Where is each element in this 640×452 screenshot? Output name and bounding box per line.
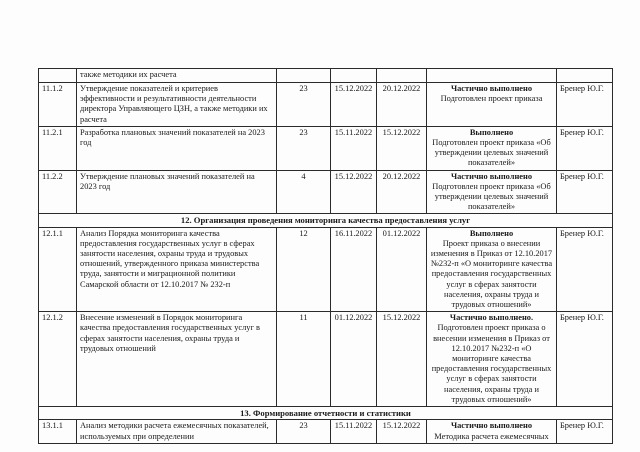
end-date-cell: [377, 69, 427, 83]
start-date-cell: 01.12.2022: [331, 312, 377, 407]
status-text: Выполнено: [469, 127, 514, 137]
row-number: 11.2.1: [39, 126, 77, 170]
row-number: 11.1.2: [39, 83, 77, 127]
start-date-cell: 15.12.2022: [331, 83, 377, 127]
status-cell: [427, 170, 557, 214]
end-date-cell: 15.12.2022: [377, 420, 427, 444]
row-number: 13.1.1: [39, 420, 77, 444]
days-cell: [277, 69, 331, 83]
status-cell: [427, 420, 557, 444]
status-note: Подготовлен проект приказа «Об утверждении целевых значений показателей»: [432, 138, 551, 168]
table-row: [39, 312, 613, 407]
responsible-cell: Бренер Ю.Г.: [557, 83, 613, 127]
responsible-cell: Бренер Ю.Г.: [557, 420, 613, 444]
responsible-cell: Бренер Ю.Г.: [557, 312, 613, 407]
row-number: 12.1.1: [39, 227, 77, 312]
status-note: Подготовлен проект приказа «Об утверждении целевых значений показателей»: [432, 181, 551, 212]
end-date-cell: 15.12.2022: [377, 126, 427, 170]
task-cell: Разработка плановых значений показателей на 2023 год: [77, 126, 277, 170]
days-cell: 23: [277, 83, 331, 127]
section-header-row: [39, 214, 613, 227]
start-date-cell: 16.11.2022: [331, 227, 377, 312]
table-row: [39, 170, 613, 214]
status-cell: [427, 227, 557, 312]
row-number: 11.2.2: [39, 170, 77, 214]
days-cell: 11: [277, 312, 331, 407]
status-text: Выполнено: [469, 228, 514, 238]
table-row: [39, 69, 613, 83]
responsible-cell: Бренер Ю.Г.: [557, 170, 613, 214]
row-number: 12.1.2: [39, 312, 77, 407]
section-header-row: [39, 407, 613, 420]
end-date-cell: 15.12.2022: [377, 312, 427, 407]
status-cell: [427, 83, 557, 127]
task-cell: также методики их расчета: [77, 69, 277, 83]
responsible-cell: [557, 69, 613, 83]
table-row: [39, 83, 613, 127]
section-title: 12. Организация проведения мониторинга качества предоставления услуг: [39, 214, 613, 227]
status-cell: [427, 126, 557, 170]
end-date-cell: 01.12.2022: [377, 227, 427, 312]
table-row: [39, 126, 613, 170]
start-date-cell: 15.12.2022: [331, 170, 377, 214]
responsible-cell: Бренер Ю.Г.: [557, 126, 613, 170]
start-date-cell: 15.11.2022: [331, 126, 377, 170]
plan-table: [38, 68, 613, 444]
status-text: Частично выполнено: [450, 171, 533, 181]
status-note: Подготовлен проект приказа: [440, 94, 543, 104]
start-date-cell: 15.11.2022: [331, 420, 377, 444]
status-text: Частично выполнено: [450, 421, 533, 431]
row-number: [39, 69, 77, 83]
days-cell: 4: [277, 170, 331, 214]
status-cell: [427, 312, 557, 407]
status-cell: [427, 69, 557, 83]
task-cell: Внесение изменений в Порядок мониторинга качества предоставления государственных услуг в сферах занятости населения, охраны труда и трудовых отношений: [77, 312, 277, 407]
section-title: 13. Формирование отчетности и статистики: [39, 407, 613, 420]
task-cell: Анализ методики расчета ежемесячных показателей, используемых при определении: [77, 420, 277, 444]
days-cell: 12: [277, 227, 331, 312]
status-note: Проект приказа о внесении изменения в Приказ от 12.10.2017 №232-п «О мониторинге качества предоставления государственных услуг в сферах занятости населения, охраны труда и трудовых отношений»: [430, 238, 553, 310]
status-note: Подготовлен проект приказа о внесении изменения в Приказ от 12.10.2017 №232-п «О мониторинге качества предоставления государственных услуг в сферах занятости населения, охраны труда и трудовых отношений»: [431, 323, 552, 404]
end-date-cell: 20.12.2022: [377, 170, 427, 214]
task-cell: Утверждение плановых значений показателей на 2023 год: [77, 170, 277, 214]
responsible-cell: Бренер Ю.Г.: [557, 227, 613, 312]
table-row: [39, 227, 613, 312]
start-date-cell: [331, 69, 377, 83]
task-cell: Анализ Порядка мониторинга качества предоставления государственных услуг в сферах занятости населения, охраны труда и трудовых отношений, утвержденного приказа министерства труда, занятости и миграционной политики Самарской области от 12.10.2017 № 232-п: [77, 227, 277, 312]
status-text: Частично выполнено.: [449, 313, 534, 323]
status-note: Методика расчета ежемесячных: [434, 431, 549, 441]
task-cell: Утверждение показателей и критериев эффективности и результативности деятельности директора Управляющего ЦЗН, а также методики их расчета: [77, 83, 277, 127]
status-text: Частично выполнено: [450, 84, 533, 93]
end-date-cell: 20.12.2022: [377, 83, 427, 127]
table-row: [39, 420, 613, 444]
days-cell: 23: [277, 126, 331, 170]
days-cell: 23: [277, 420, 331, 444]
